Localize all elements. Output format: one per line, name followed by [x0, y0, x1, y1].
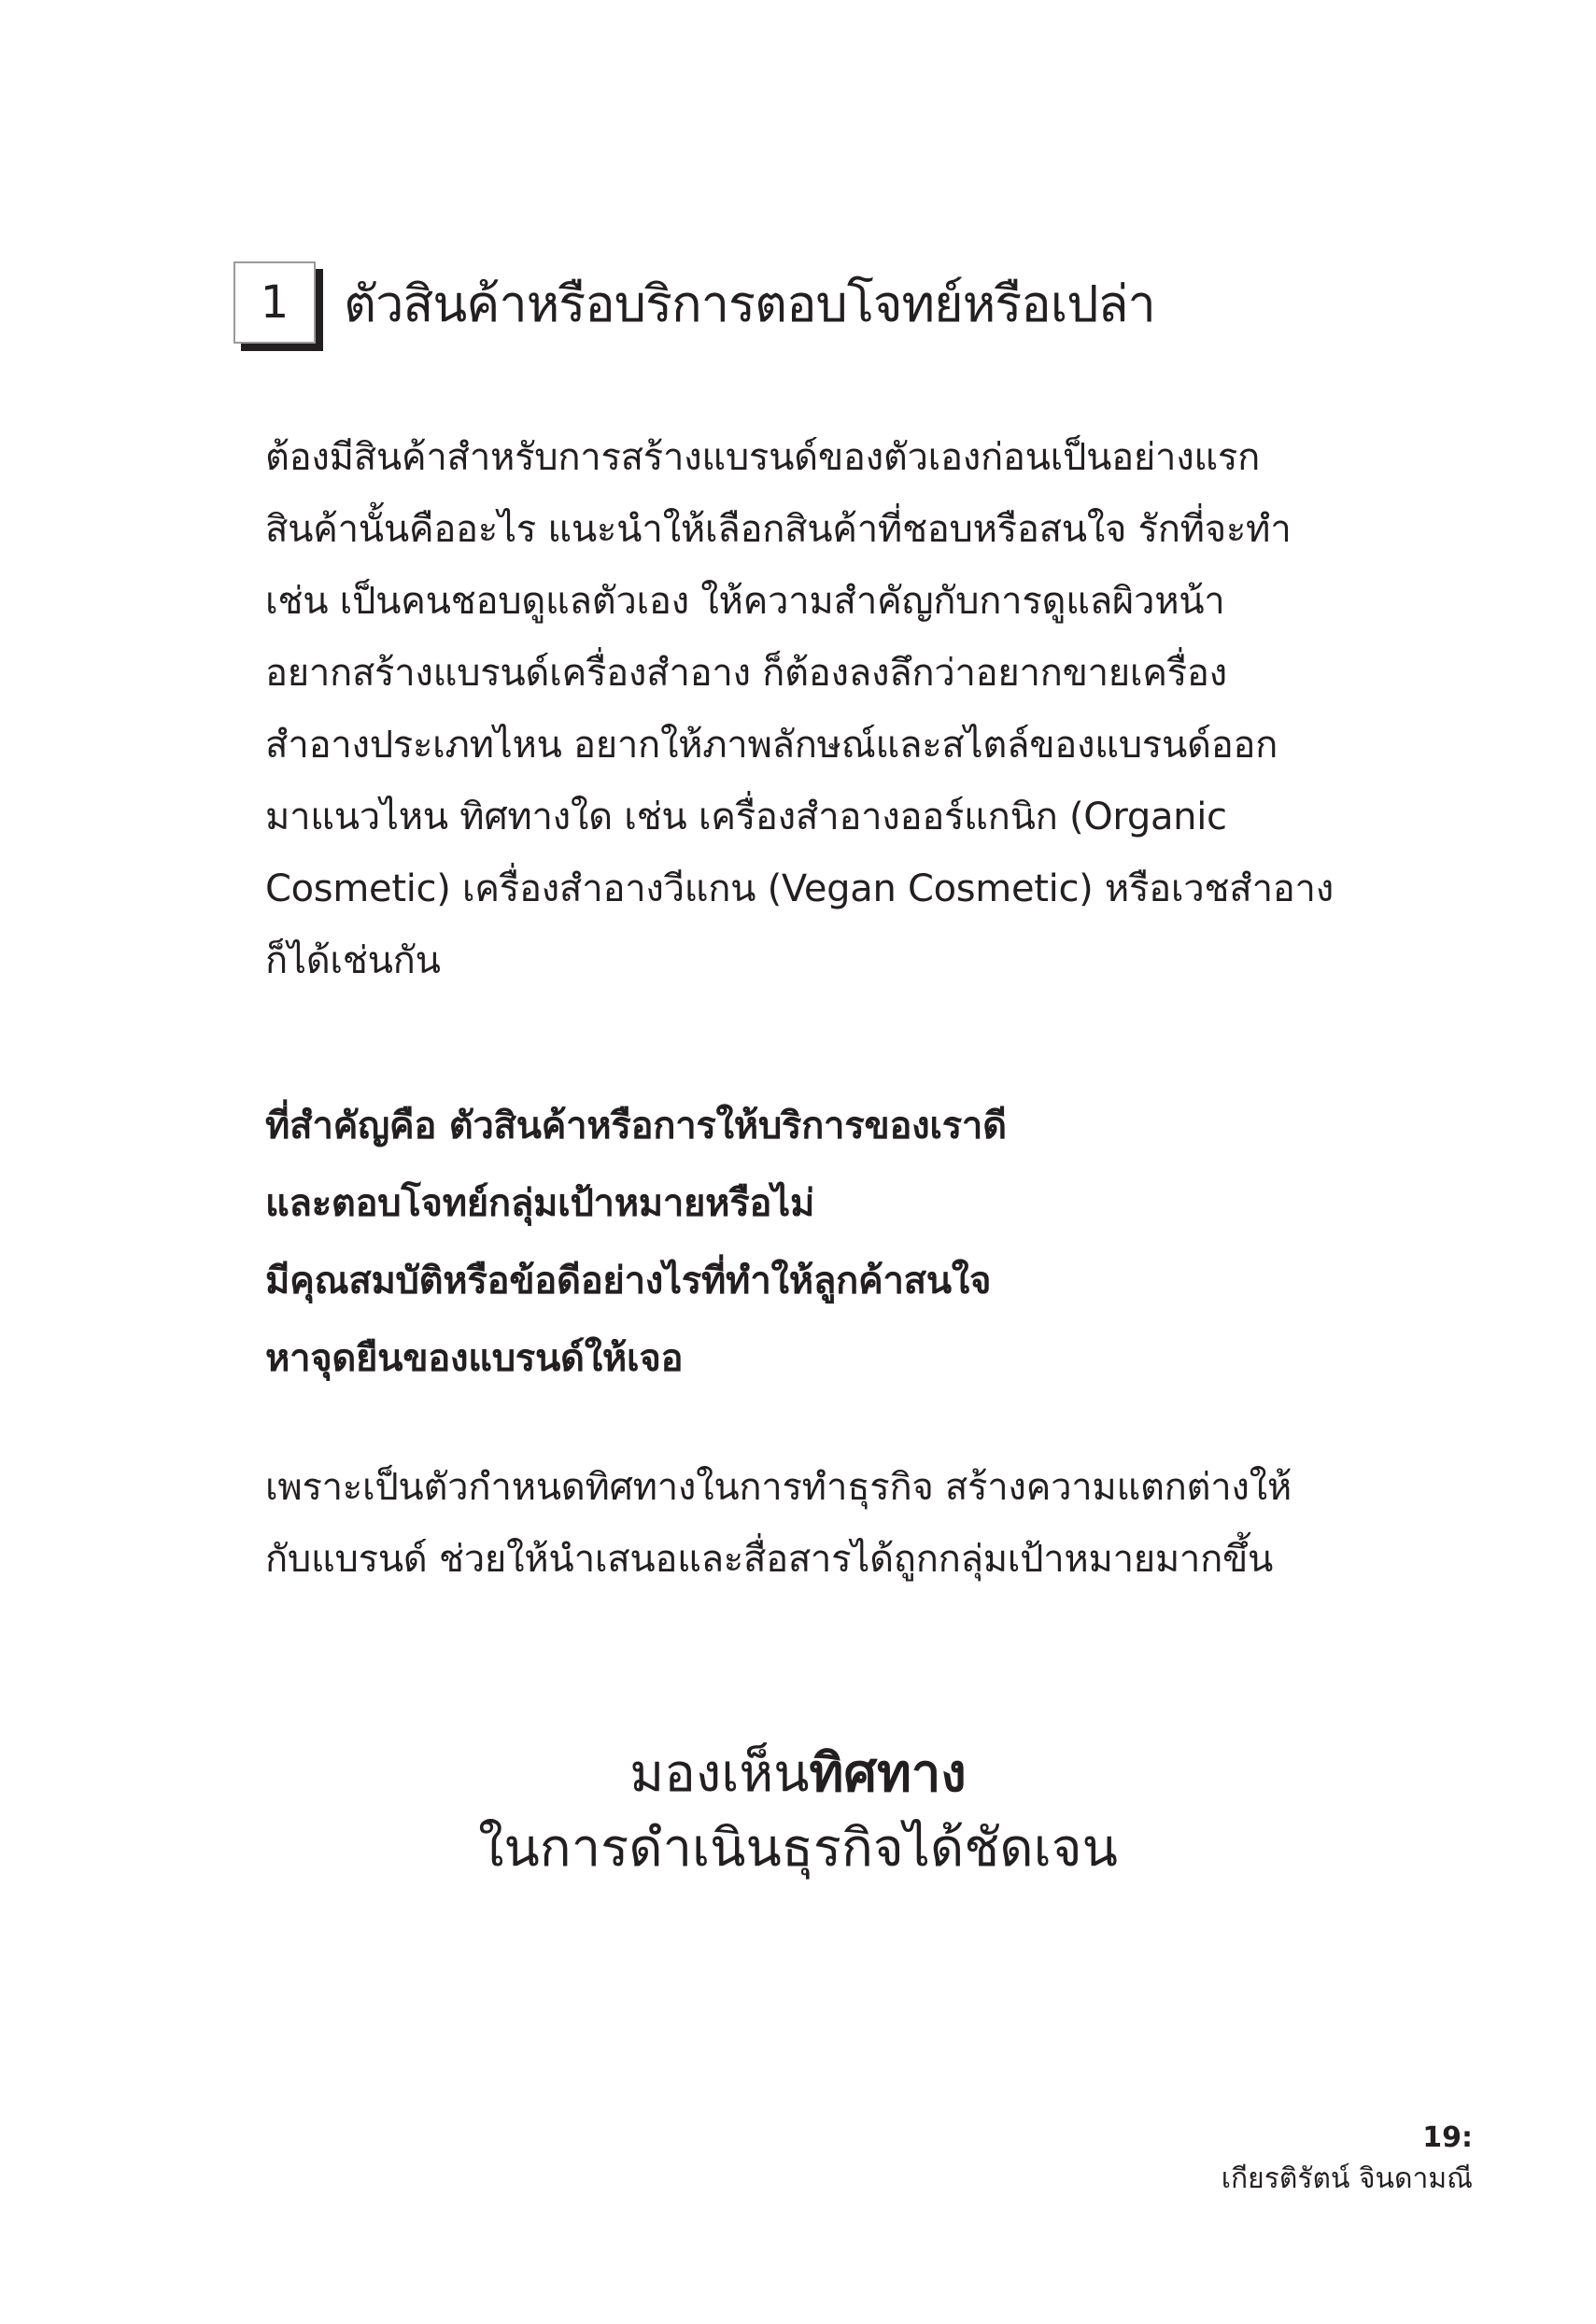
key-point-line: หาจุดยืนของแบรนด์ให้เจอ: [265, 1337, 684, 1380]
section-header: [233, 261, 1354, 364]
paragraph-line: เพราะเป็นตัวกำหนดทิศทางในการทำธุรกิจ สร้างความแตกต่างให้: [265, 1466, 1292, 1509]
key-point-line: มีคุณสมบัติหรือข้อดีอย่างไรที่ทำให้ลูกค้าสนใจ: [265, 1260, 992, 1303]
pull-quote-prefix: มองเห็น: [629, 1743, 810, 1804]
pull-quote-line-1: [0, 1737, 1596, 1811]
paragraph-line: เช่น เป็นคนชอบดูแลตัวเอง ให้ความสำคัญกับการดูแลผิวหน้า: [265, 580, 1225, 623]
page-footer: [1222, 2118, 1473, 2200]
pull-quote-line-2: ในการดำเนินธุรกิจได้ชัดเจน: [478, 1818, 1118, 1879]
paragraph-line: อยากสร้างแบรนด์เครื่องสำอาง ก็ต้องลงลึกว่าอยากขายเครื่อง: [265, 652, 1227, 695]
paragraph-line: สินค้านั้นคืออะไร แนะนำให้เลือกสินค้าที่ชอบหรือสนใจ รักที่จะทำ: [265, 508, 1292, 551]
section-number-box: [233, 261, 316, 344]
section-title: ตัวสินค้าหรือบริการตอบโจทย์หรือเปล่า: [344, 275, 1155, 333]
paragraph-line: มาแนวไหน ทิศทางใด เช่น เครื่องสำอางออร์แกนิก (Organic: [265, 796, 1227, 838]
page-number: 19:: [1422, 2121, 1473, 2154]
paragraph-line: ต้องมีสินค้าสำหรับการสร้างแบรนด์ของตัวเองก่อนเป็นอย่างแรก: [265, 436, 1261, 479]
body-paragraph-1: [265, 422, 1349, 997]
pull-quote: [0, 1737, 1596, 1886]
paragraph-line: สำอางประเภทไหน อยากให้ภาพลักษณ์และสไตล์ของแบรนด์ออก: [265, 724, 1278, 767]
section-number: 1: [260, 276, 290, 329]
paragraph-line: กับแบรนด์ ช่วยให้นำเสนอและสื่อสารได้ถูกกลุ่มเป้าหมายมากขึ้น: [265, 1538, 1274, 1581]
author-name: เกียรติรัตน์ จินดามณี: [1221, 2162, 1473, 2195]
pull-quote-emphasis: ทิศทาง: [809, 1743, 967, 1804]
body-paragraph-2: [265, 1452, 1349, 1596]
paragraph-line: Cosmetic) เครื่องสำอางวีแกน (Vegan Cosmetic) หรือเวชสำอาง: [265, 867, 1334, 910]
key-point-line: ที่สำคัญคือ ตัวสินค้าหรือการให้บริการของเราดี: [265, 1105, 1007, 1148]
key-points-block: [265, 1088, 1349, 1398]
key-point-line: และตอบโจทย์กลุ่มเป้าหมายหรือไม่: [265, 1182, 815, 1225]
paragraph-line: ก็ได้เช่นกัน: [265, 939, 441, 982]
